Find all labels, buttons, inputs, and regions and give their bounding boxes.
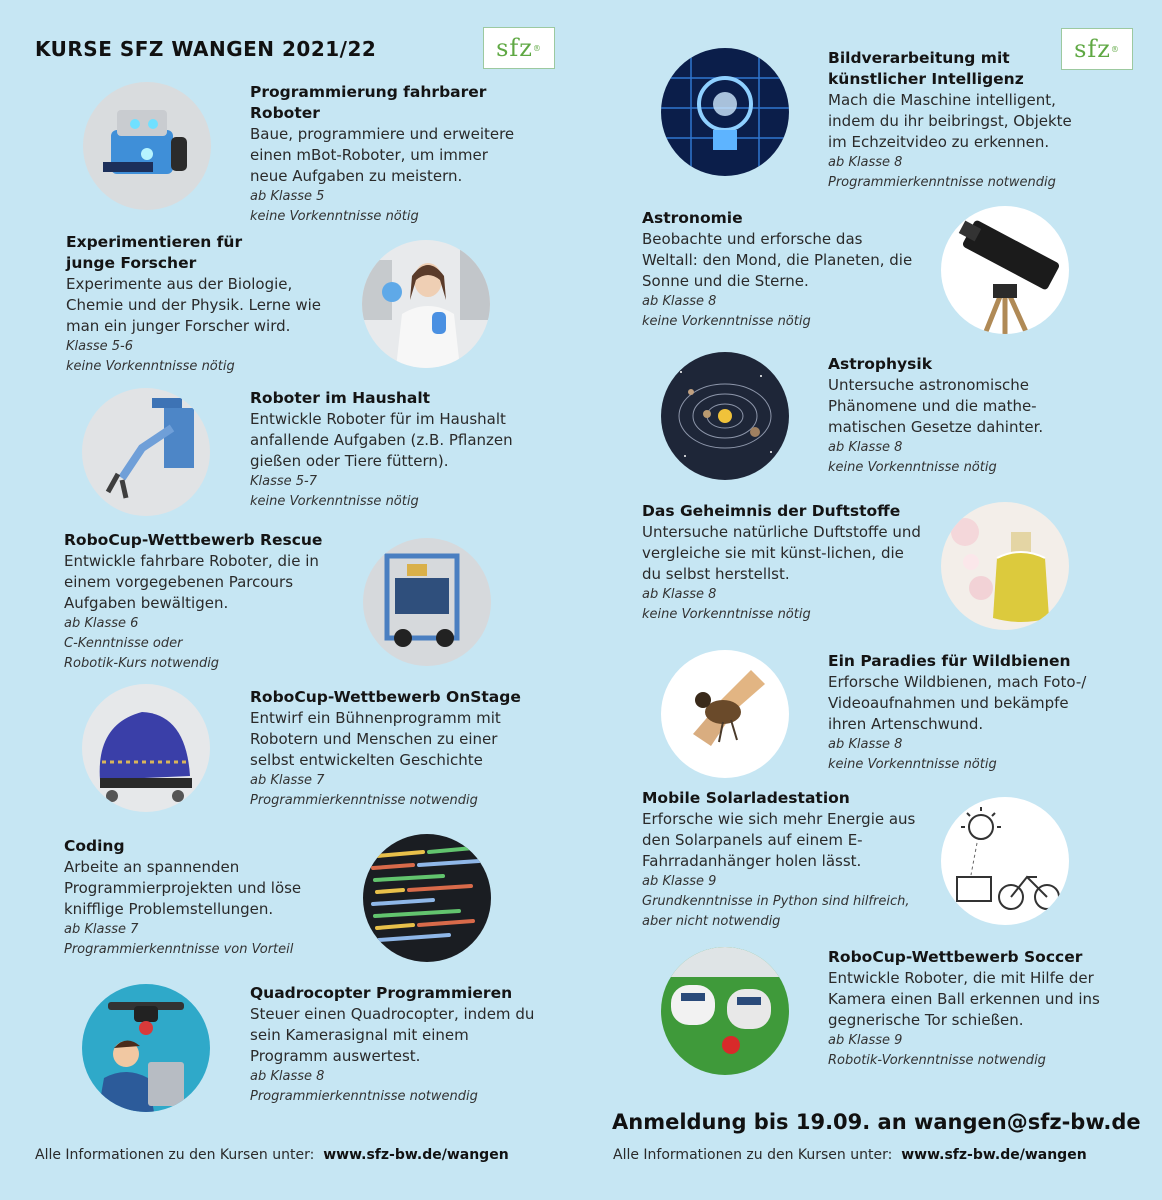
- course-prerequisite: keine Vorkenntnisse nötig: [642, 607, 811, 622]
- course-title: Experimentieren für junge Forscher: [66, 233, 243, 272]
- course-description: Entwickle fahrbare Roboter, die in einem vorgegebenen Parcours Aufgaben bewältigen.: [64, 552, 319, 612]
- course-description: Baue, programmiere und erweitere einen mBot-Roboter, um immer neue Aufgaben zu meistern.: [250, 125, 515, 185]
- course-title: Astrophysik: [828, 355, 933, 373]
- course-solarladestation: [642, 788, 932, 932]
- course-description: Entwirf ein Bühnenprogramm mit Robotern und Menschen zu einer selbst entwickelten Geschichte: [250, 709, 501, 769]
- course-roboter-im-haushalt: [250, 388, 540, 512]
- course-title: RoboCup-Wettbewerb Rescue: [64, 531, 323, 549]
- robot-car-image: [83, 82, 211, 210]
- footer-label: Alle Informationen zu den Kursen unter:: [35, 1147, 315, 1163]
- course-title: Ein Paradies für Wildbienen: [828, 652, 1071, 670]
- course-prerequisite: keine Vorkenntnisse nötig: [642, 314, 811, 329]
- course-title: Mobile Solarladestation: [642, 789, 850, 807]
- course-title: Programmierung fahrbarer Roboter: [250, 83, 487, 122]
- course-prerequisite: Grundkenntnisse in Python sind hilfreich,: [642, 894, 910, 909]
- course-prerequisite-2: aber nicht notwendig: [642, 914, 781, 929]
- course-title: Quadrocopter Programmieren: [250, 984, 513, 1002]
- course-duftstoffe: [642, 501, 922, 625]
- course-quadrocopter: [250, 983, 540, 1107]
- course-bildverarbeitung-ki: [828, 48, 1088, 193]
- course-description: Entwickle Roboter für im Haushalt anfallende Aufgaben (z.B. Pflanzen gießen oder Tiere füttern).: [250, 410, 513, 470]
- course-title: Coding: [64, 837, 125, 855]
- course-experimentieren: [66, 232, 346, 377]
- course-title: RoboCup-Wettbewerb Soccer: [828, 948, 1083, 966]
- robot-arm-image: [82, 388, 210, 516]
- course-grade: ab Klasse 7: [250, 773, 325, 788]
- sfz-logo-right: sfz ®: [1061, 28, 1133, 70]
- course-grade: Klasse 5-6: [66, 339, 134, 354]
- course-prerequisite: keine Vorkenntnisse nötig: [250, 494, 419, 509]
- page-title: KURSE SFZ WANGEN 2021/22: [35, 37, 377, 61]
- course-prerequisite: C-Kenntnisse oder: [64, 636, 183, 651]
- ai-brain-image: [661, 48, 789, 176]
- course-title: RoboCup-Wettbewerb OnStage: [250, 688, 521, 706]
- course-description: Arbeite an spannenden Programmierprojekten und löse knifflige Problemstellungen.: [64, 858, 302, 918]
- course-wildbienen: [828, 651, 1098, 775]
- footer-label: Alle Informationen zu den Kursen unter:: [613, 1147, 893, 1163]
- course-programmierung-fahrbarer-roboter: [250, 82, 530, 227]
- course-astrophysik: [828, 354, 1083, 478]
- course-grade: ab Klasse 6: [64, 616, 139, 631]
- course-prerequisite: Programmierkenntnisse von Vorteil: [64, 942, 294, 957]
- course-astronomie: [642, 208, 917, 332]
- course-title: Roboter im Haushalt: [250, 389, 431, 407]
- course-robocup-soccer: [828, 947, 1113, 1071]
- course-robocup-rescue: [64, 530, 349, 674]
- course-grade: ab Klasse 9: [642, 874, 717, 889]
- course-prerequisite: keine Vorkenntnisse nötig: [828, 460, 997, 475]
- course-title: Das Geheimnis der Duftstoffe: [642, 502, 901, 520]
- course-grade: ab Klasse 9: [828, 1033, 903, 1048]
- course-prerequisite: keine Vorkenntnisse nötig: [828, 757, 997, 772]
- course-description: Beobachte und erforsche das Weltall: den Mond, die Planeten, die Sonne und die Sterne.: [642, 230, 913, 290]
- solar-system-image: [661, 352, 789, 480]
- course-grade: ab Klasse 8: [828, 440, 903, 455]
- quadrocopter-image: [82, 984, 210, 1112]
- course-description: Untersuche natürliche Duftstoffe und vergleiche sie mit künst-lichen, die du selbst herstellst.: [642, 523, 921, 583]
- course-prerequisite: keine Vorkenntnisse nötig: [250, 209, 419, 224]
- course-grade: ab Klasse 8: [828, 155, 903, 170]
- course-robocup-onstage: [250, 687, 540, 811]
- wild-bee-image: [661, 650, 789, 778]
- course-description: Steuer einen Quadrocopter, indem du sein Kamerasignal mit einem Programm auswertest.: [250, 1005, 535, 1065]
- footer-link[interactable]: www.sfz-bw.de/wangen: [901, 1147, 1087, 1163]
- course-grade: ab Klasse 7: [64, 922, 139, 937]
- scientist-image: [362, 240, 490, 368]
- footer-link[interactable]: www.sfz-bw.de/wangen: [323, 1147, 509, 1163]
- course-coding: [64, 836, 344, 960]
- course-grade: ab Klasse 8: [250, 1069, 325, 1084]
- sfz-logo: sfz ®: [483, 27, 555, 69]
- course-description: Erforsche wie sich mehr Energie aus den Solarpanels auf einem E-Fahrradanhänger holen lässt.: [642, 810, 916, 870]
- rescue-robot-image: [363, 538, 491, 666]
- course-description: Mach die Maschine intelligent, indem du ihr beibringst, Objekte im Echzeitvideo zu erkennen.: [828, 91, 1072, 151]
- footer-info-right: [613, 1147, 1087, 1163]
- course-description: Untersuche astronomische Phänomene und die mathe-matischen Gesetze dahinter.: [828, 376, 1044, 436]
- telescope-image: [941, 206, 1069, 334]
- course-title: Astronomie: [642, 209, 743, 227]
- course-prerequisite: keine Vorkenntnisse nötig: [66, 359, 235, 374]
- registration-note: Anmeldung bis 19.09. an wangen@sfz-bw.de: [612, 1110, 1141, 1134]
- course-prerequisite: Programmierkenntnisse notwendig: [250, 1089, 478, 1104]
- course-description: Erforsche Wildbienen, mach Foto-/ Videoaufnahmen und bekämpfe ihren Artenschwund.: [828, 673, 1087, 733]
- course-grade: ab Klasse 8: [828, 737, 903, 752]
- course-grade: Klasse 5-7: [250, 474, 318, 489]
- course-prerequisite-2: Robotik-Kurs notwendig: [64, 656, 220, 671]
- course-prerequisite: Robotik-Vorkenntnisse notwendig: [828, 1053, 1046, 1068]
- course-prerequisite: Programmierkenntnisse notwendig: [828, 175, 1056, 190]
- code-screen-image: [363, 834, 491, 962]
- course-grade: ab Klasse 8: [642, 294, 717, 309]
- course-title: Bildverarbeitung mit künstlicher Intelligenz: [828, 49, 1024, 88]
- course-description: Entwickle Roboter, die mit Hilfe der Kamera einen Ball erkennen und ins gegnerische Tor schießen.: [828, 969, 1100, 1029]
- stage-robot-image: [82, 684, 210, 812]
- solar-bike-image: [941, 797, 1069, 925]
- footer-info-left: [35, 1147, 509, 1163]
- soccer-robot-image: [661, 947, 789, 1075]
- perfume-oil-image: [941, 502, 1069, 630]
- course-grade: ab Klasse 5: [250, 189, 325, 204]
- course-grade: ab Klasse 8: [642, 587, 717, 602]
- course-prerequisite: Programmierkenntnisse notwendig: [250, 793, 478, 808]
- course-description: Experimente aus der Biologie, Chemie und der Physik. Lerne wie man ein junger Forscher wird.: [66, 275, 321, 335]
